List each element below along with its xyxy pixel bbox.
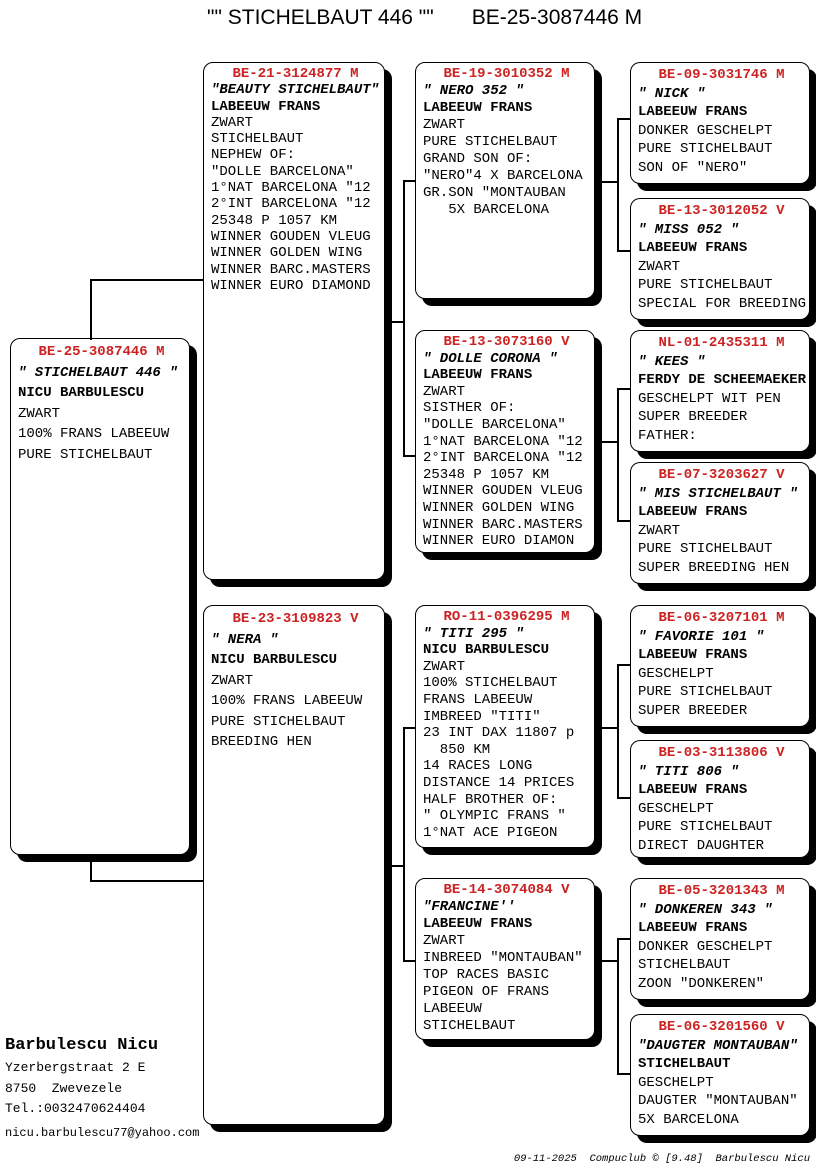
ring-number: BE-21-3124877 M: [232, 66, 359, 82]
detail-line: "DOLLE BARCELONA": [211, 163, 354, 180]
pedigree-box: [415, 878, 595, 1040]
owner-phone: Tel.:0032470624404: [5, 1101, 146, 1116]
footer-spacer: [577, 1153, 590, 1165]
detail-line: "DOLLE BARCELONA": [423, 416, 566, 433]
detail-line: ZWART: [423, 117, 466, 133]
detail-line: ZWART: [423, 933, 466, 949]
pigeon-details: [211, 671, 380, 753]
detail-line: DONKER GESCHELPT: [638, 938, 773, 955]
connector-line: [595, 181, 617, 183]
detail-line: 2°INT BARCELONA "12: [211, 196, 371, 213]
detail-line: ZWART: [638, 258, 681, 275]
detail-line: SUPER BREEDER: [638, 409, 748, 425]
pigeon-details: [423, 659, 590, 842]
ring-number: BE-07-3203627 V: [658, 467, 785, 483]
connector-line: [90, 279, 92, 340]
detail-line: PURE STICHELBAUT: [638, 684, 773, 700]
detail-line: TOP RACES BASIC: [423, 967, 550, 983]
detail-line: PURE STICHELBAUT: [638, 141, 773, 157]
detail-line: 2°INT BARCELONA "12: [423, 450, 583, 467]
ring-number: BE-05-3201343 M: [658, 883, 785, 899]
breeder-name: LABEEUW FRANS: [638, 647, 748, 663]
detail-line: 25348 P 1057 KM: [211, 212, 338, 229]
detail-line: WINNER GOLDEN WING: [423, 499, 575, 516]
detail-line: FATHER:: [638, 427, 697, 444]
pigeon-details: [638, 522, 805, 578]
pigeon-name: " TITI 295 ": [423, 625, 524, 642]
pigeon-name: " STICHELBAUT 446 ": [18, 364, 178, 381]
breeder-name: LABEEUW FRANS: [423, 100, 533, 116]
pedigree-box: [415, 62, 595, 299]
pedigree-box-sire: [203, 62, 385, 580]
connector-line: [403, 180, 415, 182]
connector-line: [403, 727, 415, 729]
ring-number: BE-13-3073160 V: [443, 334, 570, 350]
detail-line: SUPER BREEDING HEN: [638, 559, 790, 576]
detail-line: WINNER GOLDEN WING: [211, 245, 363, 262]
detail-line: GRAND SON OF:: [423, 151, 533, 167]
connector-line: [617, 250, 630, 252]
pedigree-box: [630, 740, 810, 858]
detail-line: 23 INT DAX 11807 p: [423, 725, 575, 742]
detail-line: BREEDING HEN: [211, 734, 312, 750]
detail-line: 100% STICHELBAUT: [423, 675, 558, 692]
detail-line: GR.SON "MONTAUBAN: [423, 185, 566, 201]
detail-line: STICHELBAUT: [423, 1018, 516, 1034]
breeder-name: STICHELBAUT: [638, 1056, 731, 1072]
detail-line: ZWART: [423, 383, 466, 400]
connector-line: [617, 797, 630, 799]
pedigree-box: [630, 62, 810, 184]
detail-line: STICHELBAUT: [638, 957, 731, 973]
detail-line: DIRECT DAUGHTER: [638, 837, 765, 854]
connector-line: [403, 455, 415, 457]
page-title: [207, 6, 642, 30]
pigeon-details: [638, 258, 805, 314]
connector-line: [403, 960, 415, 962]
detail-line: 850 KM: [423, 741, 491, 758]
detail-line: NEPHEW OF:: [211, 147, 296, 164]
connector-line: [90, 880, 203, 882]
owner-address-line: Yzerbergstraat 2 E: [5, 1060, 146, 1075]
pedigree-box: [630, 1014, 810, 1136]
pedigree-box: [630, 878, 810, 1000]
breeder-name: LABEEUW FRANS: [638, 782, 748, 798]
pedigree-box-subject: [10, 338, 190, 855]
connector-line: [595, 960, 617, 962]
detail-line: DISTANCE 14 PRICES: [423, 774, 575, 791]
ring-number: BE-09-3031746 M: [658, 67, 785, 83]
breeder-name: LABEEUW FRANS: [638, 104, 748, 120]
detail-line: 1°NAT BARCELONA "12: [211, 180, 371, 197]
pigeon-name: " DONKEREN 343 ": [638, 901, 773, 918]
breeder-name: LABEEUW FRANS: [211, 98, 321, 115]
detail-line: FRANS LABEEUW: [423, 691, 533, 708]
detail-line: ZWART: [638, 522, 681, 539]
connector-line: [617, 664, 630, 666]
footer: [489, 1141, 810, 1172]
breeder-name: LABEEUW FRANS: [638, 920, 748, 936]
detail-line: SON OF "NERO": [638, 159, 748, 176]
detail-line: 1°NAT ACE PIGEON: [423, 824, 558, 841]
detail-line: WINNER GOUDEN VLEUG: [211, 228, 371, 245]
detail-line: 1°NAT BARCELONA "12: [423, 433, 583, 450]
pedigree-box: [630, 198, 810, 320]
detail-line: 14 RACES LONG: [423, 758, 533, 775]
detail-line: PURE STICHELBAUT: [638, 541, 773, 557]
connector-line: [617, 664, 619, 799]
connector-line: [617, 1073, 630, 1075]
footer-software: Compuclub © [9.48]: [589, 1153, 703, 1165]
pedigree-box: [630, 330, 810, 452]
connector-line: [385, 865, 403, 867]
pigeon-details: [211, 115, 380, 294]
detail-line: WINNER EURO DIAMON: [423, 533, 575, 550]
detail-line: INBREED "MONTAUBAN": [423, 950, 583, 966]
connector-line: [403, 727, 405, 962]
detail-line: ZWART: [423, 658, 466, 675]
ring-number: BE-06-3201560 V: [658, 1019, 785, 1035]
pigeon-details: [638, 665, 805, 721]
title-pigeon-name: "" STICHELBAUT 446 "": [207, 6, 434, 29]
connector-line: [90, 279, 203, 281]
pigeon-name: " MIS STICHELBAUT ": [638, 485, 798, 502]
detail-line: 5X BARCELONA: [423, 202, 550, 218]
ring-number: BE-23-3109823 V: [232, 611, 359, 627]
breeder-name: LABEEUW FRANS: [638, 240, 748, 256]
detail-line: SPECIAL FOR BREEDING: [638, 295, 807, 312]
detail-line: 100% FRANS LABEEUW: [211, 693, 363, 709]
connector-line: [90, 855, 92, 882]
pigeon-name: "DAUGTER MONTAUBAN": [638, 1037, 798, 1054]
detail-line: STICHELBAUT: [211, 131, 304, 148]
connector-line: [595, 441, 617, 443]
detail-line: PURE STICHELBAUT: [638, 819, 773, 835]
breeder-name: FERDY DE SCHEEMAEKER: [638, 372, 807, 388]
detail-line: PURE STICHELBAUT: [211, 713, 346, 730]
pigeon-details: [423, 933, 590, 1035]
connector-line: [595, 727, 617, 729]
pigeon-name: " FAVORIE 101 ": [638, 628, 765, 645]
title-ring-number: BE-25-3087446 M: [471, 6, 643, 29]
connector-line: [617, 118, 619, 252]
pigeon-name: "BEAUTY STICHELBAUT": [211, 82, 380, 99]
detail-line: HALF BROTHER OF:: [423, 791, 558, 808]
detail-line: PURE STICHELBAUT: [423, 134, 558, 150]
detail-line: ZWART: [211, 672, 254, 689]
owner-block: [5, 1034, 199, 1140]
pigeon-details: [638, 938, 805, 994]
connector-line: [617, 118, 630, 120]
detail-line: 100% FRANS LABEEUW: [18, 426, 170, 442]
detail-line: ZOON "DONKEREN": [638, 975, 765, 992]
pigeon-name: " KEES ": [638, 353, 706, 370]
ring-number: BE-06-3207101 M: [658, 610, 785, 626]
pigeon-name: "FRANCINE'': [423, 899, 516, 915]
detail-line: GESCHELPT: [638, 800, 714, 817]
connector-line: [617, 938, 619, 1075]
detail-line: PIGEON OF FRANS: [423, 984, 550, 1000]
pigeon-name: " NICK ": [638, 85, 706, 102]
detail-line: SISTHER OF:: [423, 400, 516, 417]
connector-line: [617, 938, 630, 940]
ring-number: RO-11-0396295 M: [443, 609, 570, 625]
ring-number: BE-25-3087446 M: [38, 344, 165, 360]
ring-number: NL-01-2435311 M: [658, 335, 785, 351]
detail-line: LABEEUW: [423, 1001, 482, 1017]
footer-owner: Barbulescu Nicu: [715, 1153, 810, 1165]
pigeon-details: [638, 1074, 805, 1130]
detail-line: WINNER EURO DIAMOND: [211, 277, 371, 294]
pigeon-details: [18, 404, 185, 466]
connector-line: [617, 388, 619, 522]
detail-line: " OLYMPIC FRANS ": [423, 808, 566, 825]
pigeon-details: [638, 390, 805, 446]
detail-line: DAUGTER "MONTAUBAN": [638, 1093, 798, 1109]
detail-line: 5X BARCELONA: [638, 1111, 739, 1128]
footer-date: 09-11-2025: [513, 1153, 577, 1165]
connector-line: [385, 321, 403, 323]
breeder-name: NICU BARBULESCU: [423, 642, 550, 659]
detail-line: 25348 P 1057 KM: [423, 466, 550, 483]
connector-line: [617, 520, 630, 522]
pigeon-details: [423, 117, 590, 219]
detail-line: WINNER GOUDEN VLEUG: [423, 483, 583, 500]
owner-address-line: 8750 Zwevezele: [5, 1080, 123, 1096]
pigeon-name: " NERA ": [211, 631, 279, 648]
connector-line: [403, 180, 405, 457]
breeder-name: NICU BARBULESCU: [211, 652, 338, 668]
detail-line: ZWART: [211, 114, 254, 131]
detail-line: "NERO"4 X BARCELONA: [423, 168, 583, 184]
detail-line: SUPER BREEDER: [638, 702, 748, 719]
pigeon-details: [423, 384, 590, 550]
pigeon-name: " MISS 052 ": [638, 221, 739, 238]
detail-line: WINNER BARC.MASTERS: [423, 516, 583, 533]
pedigree-box-dam: [203, 605, 385, 1125]
breeder-name: LABEEUW FRANS: [423, 916, 533, 932]
detail-line: PURE STICHELBAUT: [18, 446, 153, 463]
pigeon-name: " DOLLE CORONA ": [423, 350, 558, 367]
pigeon-name: " TITI 806 ": [638, 763, 739, 780]
pigeon-details: [638, 122, 805, 178]
breeder-name: LABEEUW FRANS: [423, 367, 533, 384]
ring-number: BE-13-3012052 V: [658, 203, 785, 219]
breeder-name: LABEEUW FRANS: [638, 504, 748, 520]
footer-spacer: [703, 1153, 716, 1165]
pigeon-details: [638, 800, 805, 856]
ring-number: BE-14-3074084 V: [443, 882, 570, 898]
detail-line: DONKER GESCHELPT: [638, 122, 773, 139]
ring-number: BE-19-3010352 M: [443, 66, 570, 82]
pedigree-box: [415, 605, 595, 848]
owner-name: Barbulescu Nicu: [5, 1036, 159, 1055]
owner-email: nicu.barbulescu77@yahoo.com: [5, 1125, 200, 1140]
detail-line: GESCHELPT: [638, 1074, 714, 1091]
pedigree-box: [630, 462, 810, 584]
detail-line: WINNER BARC.MASTERS: [211, 261, 371, 278]
detail-line: ZWART: [18, 405, 61, 422]
detail-line: PURE STICHELBAUT: [638, 277, 773, 293]
detail-line: GESCHELPT: [638, 665, 714, 682]
breeder-name: NICU BARBULESCU: [18, 385, 145, 401]
pedigree-box: [415, 330, 595, 553]
detail-line: GESCHELPT WIT PEN: [638, 390, 781, 407]
connector-line: [617, 388, 630, 390]
pedigree-box: [630, 605, 810, 727]
ring-number: BE-03-3113806 V: [658, 745, 785, 761]
detail-line: IMBREED "TITI": [423, 708, 541, 725]
pigeon-name: " NERO 352 ": [423, 83, 524, 99]
